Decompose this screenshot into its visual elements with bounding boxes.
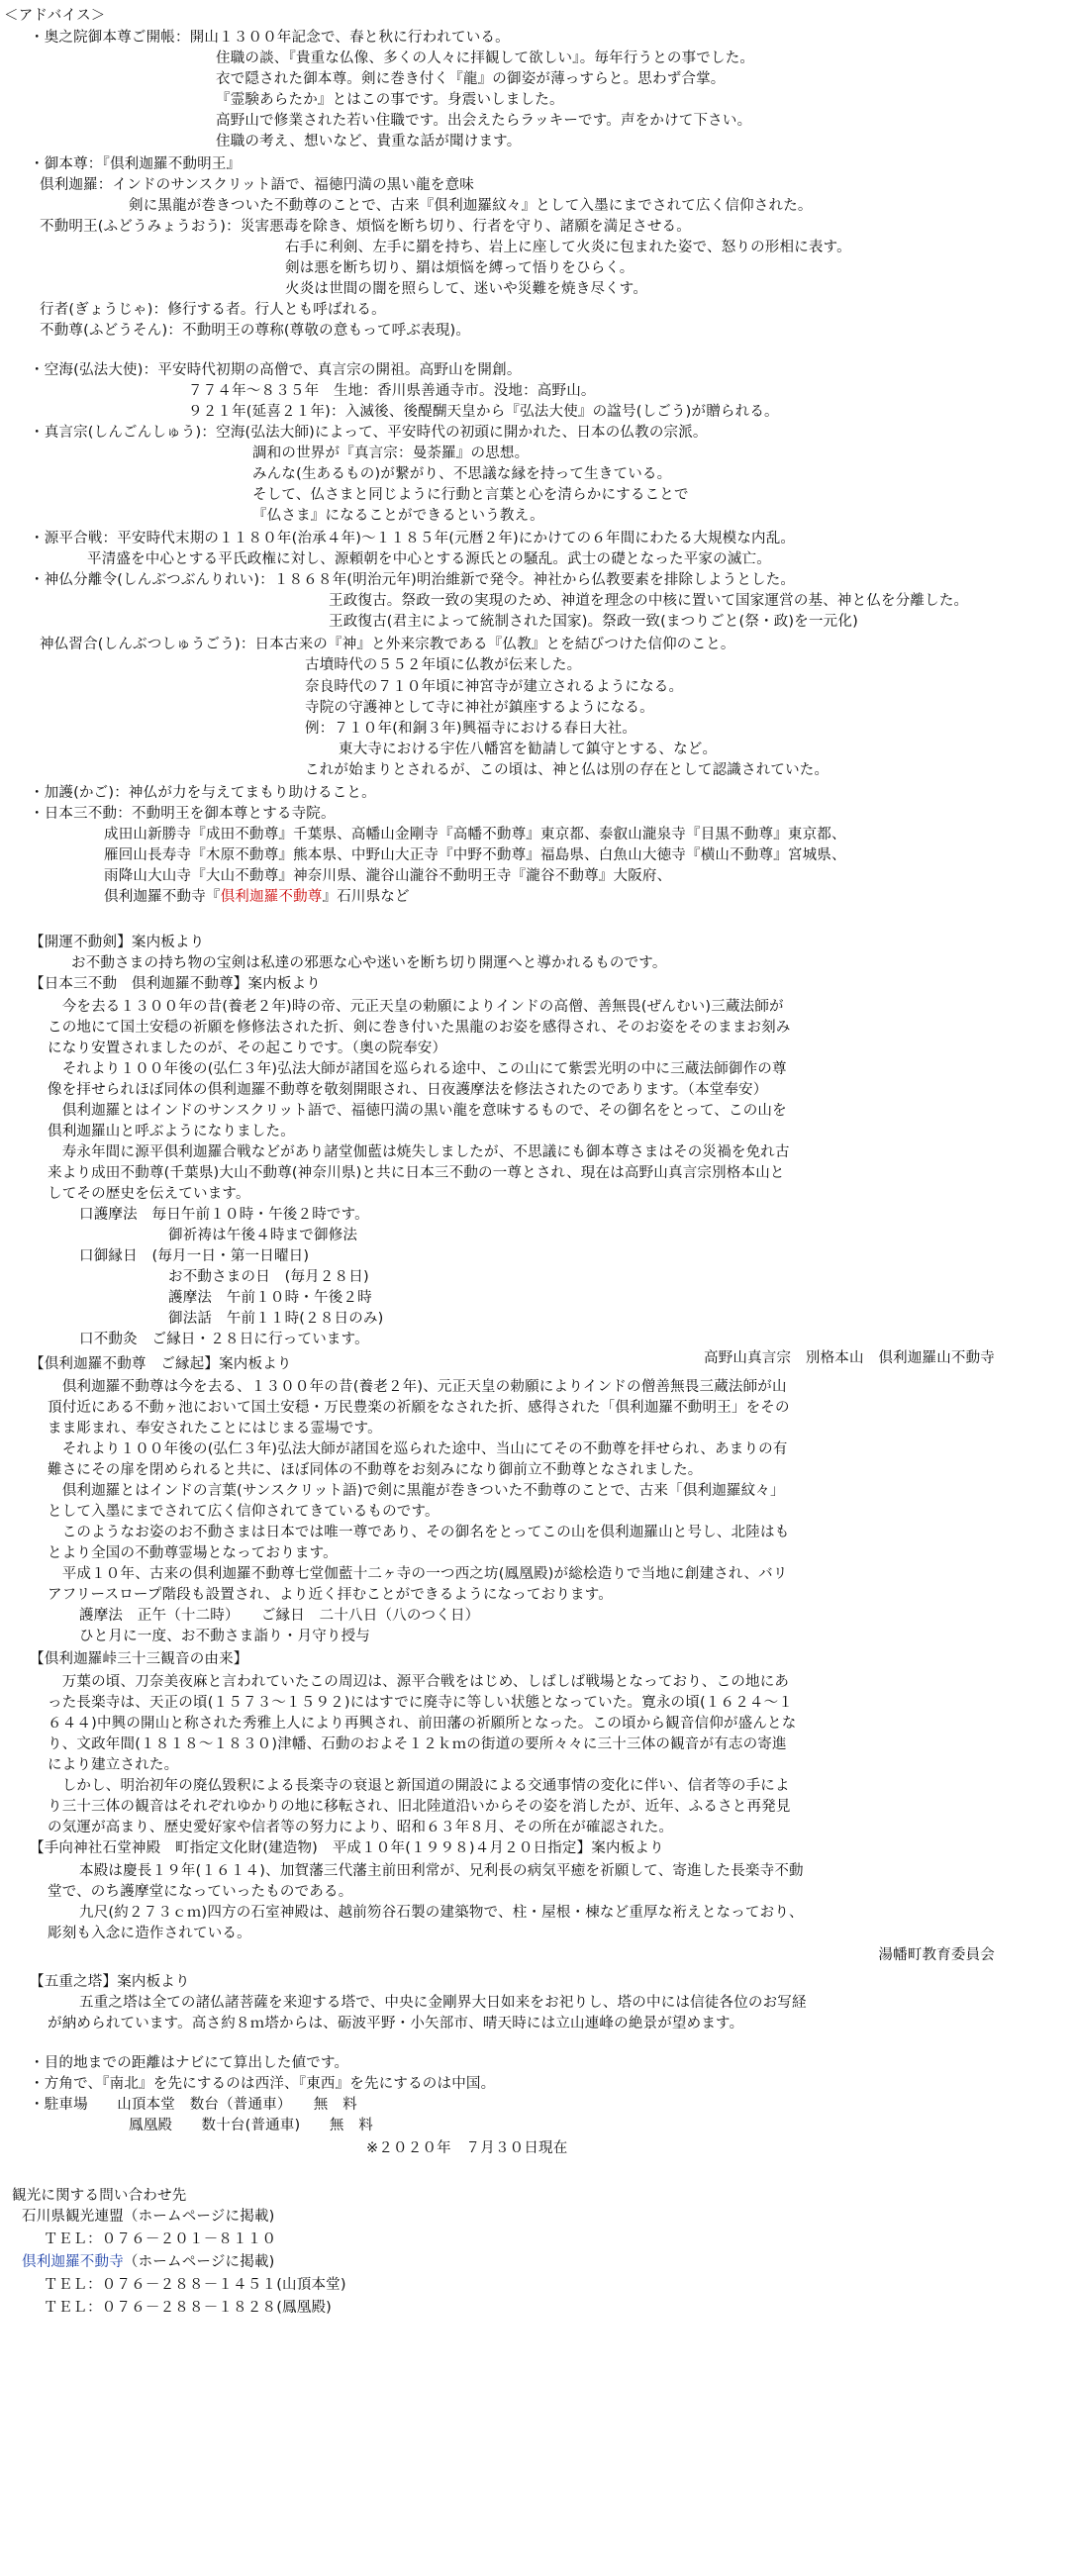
text-line xyxy=(305,760,829,781)
text-line xyxy=(305,655,581,676)
text-line xyxy=(79,1330,369,1350)
text-line xyxy=(216,111,751,132)
line-text: り三十三体の観音はそれぞれゆかりの地に移転され、旧北陸道沿いからその姿を消したが、近年、ふるさと再発見 xyxy=(48,1799,791,1815)
text-line xyxy=(48,1882,352,1903)
text-line xyxy=(305,677,683,698)
text-line xyxy=(30,1972,190,1993)
text-line xyxy=(48,1377,787,1398)
line-text: が納められています。高さ約８ｍ塔からは、砺波平野・小矢部市、晴天時には立山連峰の絶景が望めます。 xyxy=(48,2016,744,2031)
text-line xyxy=(48,1543,338,1564)
text-line xyxy=(48,1523,789,1543)
text-line xyxy=(168,1288,372,1309)
text-line xyxy=(30,2095,357,2116)
text-line xyxy=(48,1419,382,1439)
text-line xyxy=(48,1481,785,1502)
line-text: ・真言宗(しんごんしゅう)：空海(弘法大師)によって、平安時代の初頭に開かれた、日本の仏教の宗派。 xyxy=(30,425,708,441)
line-text: った長楽寺は、天正の頃(１５７３～１５９２)にはすでに廃寺に等しい状態となっていた。寛永の頃(１６２４～１ xyxy=(48,1695,794,1711)
line-text: 本殿は慶長１９年(１６１４)、加賀藩三代藩主前田利常が、兄利長の病気平癒を祈願して、寄進した長楽寺不動 xyxy=(79,1863,804,1879)
line-text: 王政復古(君主によって統制された国家)。祭政一致(まつりごと(祭・政)を一元化) xyxy=(329,614,858,630)
text-line xyxy=(48,1776,790,1797)
text-line xyxy=(48,1101,787,1122)
text-line xyxy=(30,974,321,995)
highlighted-temple-name: 倶利迦羅不動尊 xyxy=(220,889,323,905)
line-text: 堂で、のち護摩堂になっていったものである。 xyxy=(48,1884,353,1900)
line-text: 雨降山大山寺『大山不動尊』神奈川県、瀧谷山瀧谷不動明王寺『瀧谷不動尊』大阪府、 xyxy=(104,868,672,884)
text-line xyxy=(12,2186,186,2207)
line-text: 平成１０年、古来の倶利迦羅不動尊七堂伽藍十二ヶ寺の一つ西之坊(鳳凰殿)が総桧造りで当地に創建され、バリ xyxy=(48,1566,788,1582)
text-line xyxy=(329,591,968,612)
advice-header: ＜アドバイス＞ xyxy=(4,8,106,24)
line-text-suffix: （ホームページに掲載) xyxy=(123,2254,275,2270)
text-line xyxy=(168,1309,384,1330)
text-line xyxy=(329,612,858,633)
line-text: ・方角で、『南北』を先にするのは西洋、『東西』を先にするのは中国。 xyxy=(30,2076,496,2092)
text-line xyxy=(104,825,846,845)
text-line xyxy=(48,1080,767,1101)
text-line xyxy=(40,175,474,196)
text-line xyxy=(30,529,795,549)
text-line xyxy=(48,1039,446,1059)
text-line xyxy=(40,321,470,342)
text-line xyxy=(48,1184,250,1205)
line-text: 成田山新勝寺『成田不動尊』千葉県、高幡山金剛寺『高幡不動尊』東京都、泰叡山瀧泉寺『目黒不動尊』東京都、 xyxy=(104,827,846,842)
line-text: 【手向神社石堂神殿 町指定文化財(建造物) 平成１０年(１９９８)４月２０日指定】案内板より xyxy=(30,1840,664,1856)
signature-line: 高野山真言宗 別格本山 倶利迦羅山不動寺 xyxy=(704,1350,995,1366)
text-line xyxy=(48,1502,439,1523)
text-line xyxy=(305,698,654,719)
line-text: まま彫まれ、奉安されたことにはじまる霊場です。 xyxy=(48,1421,382,1437)
text-line xyxy=(30,933,204,953)
line-text: 彫刻も入念に造作されている。 xyxy=(48,1926,251,1941)
text-line xyxy=(252,506,544,527)
line-text: により建立された。 xyxy=(48,1757,179,1773)
line-text: アフリースロープ階段も設置され、より近く拝むことができるようになっております。 xyxy=(48,1587,613,1603)
text-line xyxy=(252,485,689,506)
line-text: 石川県観光連盟（ホームページに掲載) xyxy=(22,2209,275,2225)
line-text: 王政復古。祭政一致の実現のため、神道を理念の中核に置いて国家運営の基、神と仏を分離した。 xyxy=(329,593,969,609)
text-line xyxy=(30,2074,495,2095)
text-line xyxy=(216,49,754,69)
line-text: ・源平合戦：平安時代末期の１１８０年(治承４年)～１１８５年(元暦２年)にかけての６年間にわたる大規模な内乱。 xyxy=(30,531,796,546)
text-line xyxy=(48,1460,703,1481)
line-text: 不動明王(ふどうみょうおう)：災害悪毒を除き、煩悩を断ち切り、行者を守り、諸願を満足させる。 xyxy=(40,219,691,235)
line-text: 口不動灸 ご縁日・２８日に行っています。 xyxy=(79,1332,369,1347)
line-text: ・神仏分離令(しんぶつぶんりれい)：１８６８年(明治元年)明治維新で発令。神社から仏教要素を排除しようとした。 xyxy=(30,572,796,588)
line-text: 観光に関する問い合わせ先 xyxy=(12,2188,187,2204)
text-line xyxy=(30,360,522,381)
text-line xyxy=(216,69,726,90)
line-text: 東大寺における宇佐八幡宮を勧請して鎮守とする、など。 xyxy=(339,742,718,757)
line-text: しかし、明治初年の廃仏毀釈による長楽寺の衰退と新国道の開設による交通事情の変化に伴い、信者等の手によ xyxy=(48,1778,790,1794)
text-line xyxy=(87,549,771,570)
line-text: 行者(ぎょうじゃ)：修行する者。行人とも呼ばれる。 xyxy=(40,302,386,318)
line-text: 今を去る１３００年の昔(養老２年)時の帝、元正天皇の勅願によりインドの高僧、善無畏(ぜんむい)三蔵法師が xyxy=(48,999,784,1015)
text-line xyxy=(30,1649,248,1670)
line-text: 難さにその扉を閉められると共に、ほぼ同体の不動尊をお刻みになり御前立不動尊となされました。 xyxy=(48,1462,703,1478)
line-text: みんな(生あるもの)が繋がり、不思議な縁を持って生きている。 xyxy=(252,466,672,482)
text-line xyxy=(30,2053,348,2074)
line-text: それより１００年後の(弘仁３年)弘法大師が諸国を巡られた途中、当山にてその不動尊を拝せられ、あまりの有 xyxy=(48,1441,788,1457)
line-text: 例：７１０年(和銅３年)興福寺における春日大社。 xyxy=(305,721,637,737)
text-line xyxy=(79,1205,369,1226)
line-text: そして、仏さまと同じように行動と言葉と心を清らかにすることで xyxy=(252,487,689,503)
line-text: ＴＥＬ：０７６－２０１－８１１０ xyxy=(44,2231,277,2247)
line-text: 倶利迦羅とはインドの言葉(サンスクリット語)で剣に黒龍が巻きついた不動尊のことで、古来「倶利迦羅紋々」 xyxy=(48,1483,785,1499)
text-line xyxy=(48,1693,793,1714)
text-line xyxy=(48,1924,251,1944)
text-line xyxy=(30,804,336,825)
text-line xyxy=(22,2252,274,2273)
text-line xyxy=(48,1059,787,1080)
line-text-suffix: 』石川県など xyxy=(322,889,410,905)
text-line xyxy=(104,866,671,887)
text-line xyxy=(79,1903,804,1924)
line-text: 寺院の守護神として寺に神社が鎮座するようになる。 xyxy=(305,700,654,716)
signature-line: 湯幡町教育委員会 xyxy=(878,1947,995,1963)
text-line xyxy=(168,1267,369,1288)
line-text: ＴＥＬ：０７６－２８８－１８２８(鳳凰殿) xyxy=(44,2300,333,2316)
text-line xyxy=(305,719,636,740)
line-text: 高野山で修業された若い住職です。出会えたらラッキーです。声をかけて下さい。 xyxy=(216,113,752,129)
line-text: 不動尊(ふどうそん)：不動明王の尊称(尊敬の意もって呼ぶ表現)。 xyxy=(40,323,471,339)
line-text: 平清盛を中心とする平氏政権に対し、源頼朝を中心とする源氏との騒乱。武士の礎となった平家の滅亡。 xyxy=(87,551,771,567)
line-text: ７７４年～８３５年 生地：香川県善通寺市。没地：高野山。 xyxy=(188,383,596,399)
text-line xyxy=(285,279,647,300)
line-text: ひと月に一度、お不動さま詣り・月守り授与 xyxy=(79,1629,370,1644)
line-text: 鳳凰殿 数十台(普通車) 無 料 xyxy=(129,2118,373,2133)
line-text: お不動さまの日 (毎月２８日) xyxy=(168,1269,369,1285)
text-line xyxy=(40,300,386,321)
text-line xyxy=(30,28,510,49)
line-text: 頂付近にある不動ヶ池において国土安穏・万民豊楽の祈願をなされた折、感得された「倶利迦羅不動明王」をその xyxy=(48,1400,790,1416)
text-line xyxy=(48,1797,791,1818)
text-line xyxy=(44,2275,346,2296)
line-text: これが始まりとされるが、この頃は、神と仏は別の存在として認識されていた。 xyxy=(305,762,830,778)
line-text: ・日本三不動：不動明王を御本尊とする寺院。 xyxy=(30,806,336,822)
text-line xyxy=(129,2116,373,2136)
line-text: 住職の談、『貴重な仏像、多くの人々に拝観して欲しい』。毎年行うとの事でした。 xyxy=(216,50,755,66)
text-line xyxy=(48,1398,790,1419)
text-line xyxy=(48,1585,613,1606)
line-text: してその歴史を伝えています。 xyxy=(48,1186,250,1202)
line-text: それより１００年後の(弘仁３年)弘法大師が諸国を巡られる途中、この山にて紫雲光明の中に三蔵法師御作の尊 xyxy=(48,1061,787,1077)
text-line xyxy=(366,2138,567,2159)
line-text: とより全国の不動尊霊場となっております。 xyxy=(48,1545,338,1561)
line-text: ※２０２０年 ７月３０日現在 xyxy=(366,2140,568,2156)
line-text: ・空海(弘法大使)：平安時代初期の高僧で、真言宗の開祖。高野山を開創。 xyxy=(30,362,522,378)
text-line xyxy=(129,196,813,217)
line-text: 住職の考え、想いなど、貴重な話が聞けます。 xyxy=(216,134,522,149)
line-text: 神仏習合(しんぶつしゅうごう)：日本古来の『神』と外来宗教である『仏教』とを結びつけた信仰のこと。 xyxy=(40,637,735,652)
text-line xyxy=(48,1122,295,1142)
text-line xyxy=(48,1439,788,1460)
text-line xyxy=(79,1861,804,1882)
line-text: 倶利迦羅不動尊は今を去る、１３００年の昔(養老２年)、元正天皇の勅願によりインドの僧善無畏三蔵法師が山 xyxy=(48,1379,787,1395)
line-text: 火炎は世間の闇を照らして、迷いや災難を焼き尽くす。 xyxy=(285,281,648,297)
line-text: ・奥之院御本尊ご開帳：開山１３００年記念で、春と秋に行われている。 xyxy=(30,30,510,46)
text-line xyxy=(40,217,691,238)
text-line xyxy=(30,154,241,175)
line-text: 倶利迦羅不動寺『 xyxy=(104,889,221,905)
line-text: ・加護(かご)：神仏が力を与えてまもり助けること。 xyxy=(30,785,376,801)
line-text: 倶利迦羅とはインドのサンスクリット語で、福徳円満の黒い龍を意味するもので、その御名をとって、この山を xyxy=(48,1103,787,1119)
text-line xyxy=(48,1714,796,1734)
text-line xyxy=(44,2298,332,2319)
line-text: 調和の世界が『真言宗：曼荼羅』の思想。 xyxy=(252,446,530,461)
line-text: 口護摩法 毎日午前１０時・午後２時です。 xyxy=(79,1207,369,1223)
line-text: 衣で隠された御本尊。剣に巻き付く『龍』の御姿が薄っすらと。思わず合掌。 xyxy=(216,71,726,87)
line-text: 古墳時代の５５２年頃に仏教が伝来した。 xyxy=(305,657,582,673)
line-text: ・目的地までの距離はナビにて算出した値です。 xyxy=(30,2055,349,2071)
text-line xyxy=(30,423,708,444)
line-text: 像を拝せられほぼ同体の倶利迦羅不動尊を敬刻開眼され、日夜護摩法を修法されたのであります。（本堂奉安） xyxy=(48,1082,768,1098)
line-text: 『仏さま』になることができるという教え。 xyxy=(252,508,544,524)
text-line xyxy=(285,258,635,279)
line-text: ・駐車場 山頂本堂 数台（普通車） 無 料 xyxy=(30,2097,357,2113)
text-line xyxy=(188,381,596,402)
text-line xyxy=(30,1354,292,1375)
line-text: 護摩法 正午（十二時） ご縁日 二十八日（八のつく日） xyxy=(79,1608,480,1624)
text-line xyxy=(104,845,846,866)
line-text: 御法話 午前１１時(２８日のみ) xyxy=(168,1311,384,1327)
text-line xyxy=(252,444,529,464)
text-line xyxy=(216,90,564,111)
text-line xyxy=(79,1606,479,1627)
line-text: 【五重之塔】案内板より xyxy=(30,1974,190,1990)
line-text: り、文政年間(１８１８～１８３０)津幡、石動のおよそ１２ｋｍの街道の要所々々に三十三体の観音が有志の寄進 xyxy=(48,1736,787,1752)
line-text: ６４４)中興の開山と称された秀雅上人により再興され、前田藩の祈願所となった。この頃から観音信仰が盛んとな xyxy=(48,1716,797,1732)
line-text: 護摩法 午前１０時・午後２時 xyxy=(168,1290,372,1306)
line-text: 【倶利迦羅不動尊 ご縁起】案内板より xyxy=(30,1356,292,1372)
text-line xyxy=(216,132,521,152)
line-text: ＴＥＬ：０７６－２８８－１４５１(山頂本堂) xyxy=(44,2277,346,2293)
text-line xyxy=(252,464,671,485)
line-text: ９２１年(延喜２１年)：入滅後、後醍醐天皇から『弘法大使』の諡号(しごう)が贈られる。 xyxy=(188,404,779,420)
line-text: このようなお姿のお不動さまは日本では唯一尊であり、その御名をとってこの山を倶利迦羅山と号し、北陸はも xyxy=(48,1525,790,1540)
line-text: 九尺(約２７３ｃｍ)四方の石室神殿は、越前笏谷石製の建築物で、柱・屋根・棟など重厚な裄えとなっており、 xyxy=(79,1905,804,1921)
line-text: ・御本尊：『倶利迦羅不動明王』 xyxy=(30,156,242,172)
text-line xyxy=(30,570,795,591)
text-line xyxy=(22,2207,274,2228)
line-text: 【開運不動剣】案内板より xyxy=(30,935,205,950)
line-text: 倶利迦羅山と呼ぶようになりました。 xyxy=(48,1124,295,1139)
line-text: 右手に利剣、左手に羂を持ち、岩上に座して火炎に包まれた姿で、怒りの形相に表す。 xyxy=(285,240,851,255)
text-line xyxy=(48,1672,789,1693)
text-line xyxy=(79,1993,807,2014)
text-line xyxy=(48,1018,791,1039)
line-text: 奈良時代の７１０年頃に神宮寺が建立されるようになる。 xyxy=(305,679,684,695)
line-text: 倶利迦羅：インドのサンスクリット語で、福徳円満の黒い龍を意味 xyxy=(40,177,474,193)
text-line xyxy=(48,1755,178,1776)
line-text: 御祈祷は午後４時まで御修法 xyxy=(168,1228,358,1243)
text-line xyxy=(44,2229,276,2250)
text-line xyxy=(30,1838,664,1859)
line-text: 『霊験あらたか』とはこの事です。身震いしました。 xyxy=(216,92,564,108)
text-line xyxy=(339,740,717,760)
line-text: 口御縁日 (毎月一日・第一日曜日) xyxy=(79,1248,310,1264)
text-line xyxy=(79,1246,309,1267)
line-text: お不動さまの持ち物の宝剣は私達の邪悪な心や迷いを断ち切り開運へと導かれるものです。 xyxy=(71,955,667,971)
line-text: 寿永年間に源平倶利迦羅合戦などがあり諸堂伽藍は焼失しましたが、不思議にも御本尊さまはその災禍を免れ古 xyxy=(48,1144,790,1160)
text-line xyxy=(48,2014,743,2034)
text-line xyxy=(168,1226,357,1246)
line-text: の気運が高まり、歴史愛好家や信者等の努力により、昭和６３年８月、その所在が確認された。 xyxy=(48,1820,674,1835)
text-line xyxy=(48,1163,785,1184)
line-text: になり安置されましたのが、その起こりです。（奥の院奉安） xyxy=(48,1040,447,1056)
text-line xyxy=(48,1564,788,1585)
line-text: この地にて国土安穏の祈願を修修法された折、剣に巻き付いた黒龍のお姿を感得され、そのお姿をそのままお刻み xyxy=(48,1020,791,1036)
line-text: 剣は悪を断ち切り、羂は煩悩を縛って悟りをひらく。 xyxy=(285,260,635,276)
text-line xyxy=(79,1627,370,1647)
line-text: として入墨にまでされて広く信仰されてきているものです。 xyxy=(48,1504,439,1520)
line-text: 【日本三不動 倶利迦羅不動尊】案内板より xyxy=(30,976,321,992)
text-line xyxy=(71,953,667,974)
temple-contact-link[interactable]: 倶利迦羅不動寺 xyxy=(22,2254,124,2270)
text-line xyxy=(48,1142,790,1163)
line-text: 雁回山長寿寺『木原不動尊』熊本県、中野山大正寺『中野不動尊』福島県、白魚山大徳寺『横山不動尊』宮城県、 xyxy=(104,847,846,863)
line-text: 万葉の頃、刀奈美夜麻と言われていたこの周辺は、源平合戦をはじめ、しばしば戦場となっており、この地にあ xyxy=(48,1674,790,1690)
text-line xyxy=(188,402,779,423)
text-line xyxy=(285,238,851,258)
text-line xyxy=(48,1818,673,1838)
line-text: 五重之塔は全ての諸仏諸菩薩を来迎する塔で、中央に金剛界大日如来をお祀りし、塔の中には信徒各位のお写経 xyxy=(79,1995,807,2011)
line-text: 剣に黒龍が巻きついた不動尊のことで、古来『倶利迦羅紋々』として入墨にまでされて広く信仰された。 xyxy=(129,198,813,214)
line-text: 【倶利迦羅峠三十三観音の由来】 xyxy=(30,1651,248,1667)
text-line xyxy=(48,1734,787,1755)
text-line xyxy=(104,887,410,908)
text-line xyxy=(40,635,735,655)
text-line xyxy=(48,997,784,1018)
line-text: 来より成田不動尊(千葉県)大山不動尊(神奈川県)と共に日本三不動の一尊とされ、現在は高野山真言宗別格本山と xyxy=(48,1165,785,1181)
text-line xyxy=(30,783,376,804)
